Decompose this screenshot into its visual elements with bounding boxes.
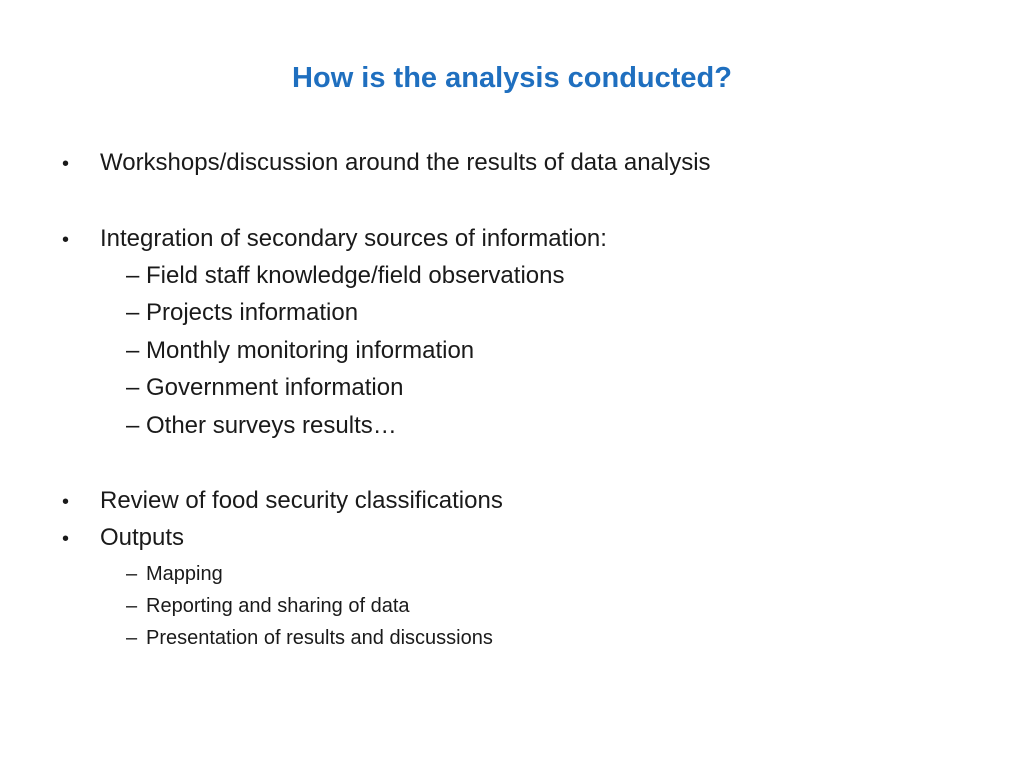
dash-marker: –: [126, 412, 140, 439]
sub-bullet-text: Mapping: [146, 563, 223, 585]
bullet-item: [62, 148, 711, 179]
sub-bullet-item: [126, 593, 410, 619]
sub-bullet-text: Field staff knowledge/field observations: [146, 262, 565, 289]
sub-bullet-item: [126, 561, 223, 587]
sub-bullet-text: Reporting and sharing of data: [146, 595, 410, 617]
bullet-marker: •: [62, 153, 70, 175]
sub-bullet-item: [126, 411, 397, 441]
dash-marker: –: [126, 262, 140, 289]
sub-bullet-item: [126, 336, 474, 366]
sub-bullet-text: Presentation of results and discussions: [146, 627, 493, 649]
bullet-text: Outputs: [100, 524, 185, 551]
slide-title: How is the analysis conducted?: [292, 62, 732, 94]
sub-bullet-item: [126, 373, 403, 403]
sub-bullet-item: [126, 298, 358, 328]
sub-bullet-text: Monthly monitoring information: [146, 337, 475, 364]
bullet-item: [62, 486, 503, 517]
dash-marker: –: [126, 337, 140, 364]
dash-marker: –: [126, 563, 138, 585]
bullet-text: Workshops/discussion around the results of data analysis: [100, 149, 711, 176]
dash-marker: –: [126, 374, 140, 401]
sub-bullet-text: Other surveys results…: [146, 412, 397, 439]
dash-marker: –: [126, 627, 138, 649]
bullet-text: Review of food security classifications: [100, 487, 503, 514]
sub-bullet-item: [126, 625, 493, 651]
sub-bullet-text: Government information: [146, 374, 404, 401]
bullet-marker: •: [62, 491, 70, 513]
dash-marker: –: [126, 595, 138, 617]
bullet-marker: •: [62, 229, 70, 251]
dash-marker: –: [126, 299, 140, 326]
bullet-marker: •: [62, 528, 70, 550]
sub-bullet-item: [126, 261, 564, 291]
sub-bullet-text: Projects information: [146, 299, 359, 326]
bullet-item: [62, 224, 607, 255]
bullet-item: [62, 523, 184, 554]
bullet-text: Integration of secondary sources of information:: [100, 225, 607, 252]
